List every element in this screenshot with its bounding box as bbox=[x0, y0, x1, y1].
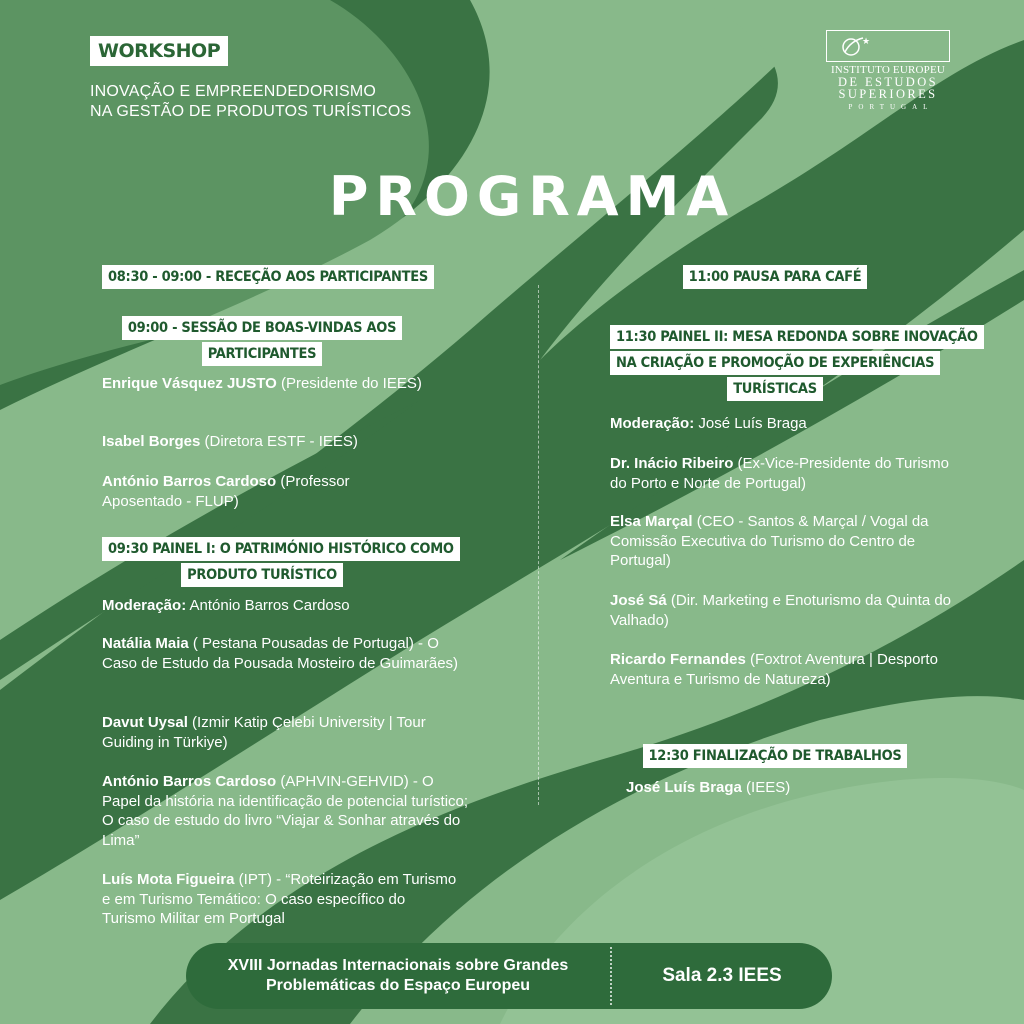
session-tag-line: NA CRIAÇÃO E PROMOÇÃO DE EXPERIÊNCIAS bbox=[610, 351, 940, 375]
laurel-star-icon bbox=[835, 32, 875, 60]
speaker-name: Elsa Marçal bbox=[610, 513, 693, 530]
speaker-name: José Luís Braga bbox=[626, 779, 742, 796]
event-footer bbox=[186, 943, 832, 1009]
speaker-name: António Barros Cardoso bbox=[102, 473, 277, 490]
speaker-entry bbox=[626, 778, 946, 798]
right-session-3 bbox=[610, 744, 940, 770]
speaker-entry bbox=[610, 650, 950, 689]
speaker-entry bbox=[102, 634, 467, 673]
speaker-description: ( Pestana Pousadas de Portugal) - O Caso de Estudo da Pousada Mosteiro de Guimarães) bbox=[102, 635, 459, 672]
page-title: PROGRAMA bbox=[328, 165, 736, 228]
speaker-description: (Ex-Vice-Presidente do Turismo do Porto e Norte de Portugal) bbox=[610, 455, 950, 492]
speaker-entry bbox=[610, 454, 965, 493]
session-tag: 08:30 - 09:00 - RECEÇÃO AOS PARTICIPANTES bbox=[102, 265, 434, 289]
speaker-description: (Diretora ESTF - IEES) bbox=[200, 433, 358, 450]
speaker-name: António Barros Cardoso bbox=[102, 773, 277, 790]
speaker-name: Davut Uysal bbox=[102, 714, 188, 731]
speaker-description: (Professor Aposentado - FLUP) bbox=[102, 473, 350, 510]
workshop-tag: WORKSHOP bbox=[90, 36, 228, 66]
event-name-line-1: XVIII Jornadas Internacionais sobre Grandes bbox=[227, 957, 569, 974]
speaker-description: (Izmir Katip Çelebi University | Tour Guiding in Türkiye) bbox=[102, 714, 426, 751]
logo-line-1: INSTITUTO EUROPEU bbox=[830, 64, 946, 76]
subtitle-line-1: INOVAÇÃO E EMPREENDEDORISMO bbox=[90, 83, 377, 100]
speaker-entry bbox=[610, 512, 955, 571]
moderator-entry bbox=[102, 596, 462, 616]
speaker-entry bbox=[102, 772, 474, 850]
moderator-name: António Barros Cardoso bbox=[186, 597, 350, 614]
session-tag: 11:00 PAUSA PARA CAFÉ bbox=[683, 265, 868, 289]
right-session-2 bbox=[610, 325, 978, 403]
speaker-name: Natália Maia bbox=[102, 635, 189, 652]
svg-text:★: ★ bbox=[862, 37, 871, 47]
speaker-description: (CEO - Santos & Marçal / Vogal da Comissão Executiva do Turismo do Centro de Portugal) bbox=[610, 513, 929, 570]
speaker-name: Enrique Vásquez JUSTO bbox=[102, 375, 277, 392]
logo-line-4: PORTUGAL bbox=[848, 103, 934, 111]
moderator-name: José Luís Braga bbox=[694, 415, 807, 432]
session-tag-line: 09:00 - SESSÃO DE BOAS-VINDAS AOS bbox=[122, 316, 402, 340]
column-divider bbox=[538, 285, 539, 805]
moderator-entry bbox=[610, 414, 970, 434]
subtitle-line-2: NA GESTÃO DE PRODUTOS TURÍSTICOS bbox=[90, 103, 412, 120]
left-session-3 bbox=[102, 537, 454, 589]
session-tag: 12:30 FINALIZAÇÃO DE TRABALHOS bbox=[643, 744, 908, 768]
speaker-description: (APHVIN-GEHVID) - O Papel da história na identificação de potencial turístico; O caso de estudo do livro “Viajar & Sonhar através do Lima” bbox=[102, 773, 469, 849]
speaker-name: José Sá bbox=[610, 592, 667, 609]
speaker-name: Ricardo Fernandes bbox=[610, 651, 746, 668]
institute-logo bbox=[826, 30, 950, 111]
speaker-description: (Dir. Marketing e Enoturismo da Quinta do Valhado) bbox=[610, 592, 952, 629]
logo-emblem-box bbox=[826, 30, 950, 62]
speaker-description: (Foxtrot Aventura | Desporto Aventura e Turismo de Natureza) bbox=[610, 651, 938, 688]
speaker-description: (Presidente do IEES) bbox=[276, 375, 422, 392]
left-session-2 bbox=[102, 316, 422, 368]
right-session-1 bbox=[610, 265, 940, 291]
moderator-label: Moderação: bbox=[610, 415, 695, 432]
session-tag-line: 09:30 PAINEL I: O PATRIMÓNIO HISTÓRICO COMO bbox=[102, 537, 460, 561]
speaker-description: (IEES) bbox=[741, 779, 791, 796]
speaker-entry bbox=[102, 713, 467, 752]
session-tag-line: PRODUTO TURÍSTICO bbox=[181, 563, 343, 587]
speaker-name: Dr. Inácio Ribeiro bbox=[610, 455, 734, 472]
moderator-label: Moderação: bbox=[102, 597, 187, 614]
logo-line-2: DE ESTUDOS bbox=[837, 75, 939, 89]
workshop-subtitle bbox=[90, 82, 411, 122]
event-room: Sala 2.3 IEES bbox=[662, 965, 782, 986]
session-tag-line: TURÍSTICAS bbox=[727, 377, 823, 401]
speaker-entry bbox=[102, 472, 422, 511]
speaker-entry bbox=[102, 432, 432, 452]
speaker-entry bbox=[102, 374, 422, 394]
left-session-1 bbox=[102, 265, 428, 291]
speaker-entry bbox=[610, 591, 955, 630]
logo-line-3: SUPERIORES bbox=[838, 87, 938, 101]
session-tag-line: PARTICIPANTES bbox=[202, 342, 322, 366]
speaker-entry bbox=[102, 870, 462, 929]
event-name bbox=[186, 943, 610, 1009]
speaker-name: Luís Mota Figueira bbox=[102, 871, 235, 888]
session-tag-line: 11:30 PAINEL II: MESA REDONDA SOBRE INOVAÇÃO bbox=[610, 325, 984, 349]
speaker-description: (IPT) - “Roteirização em Turismo e em Turismo Temático: O caso específico do Turismo Militar em Portugal bbox=[102, 871, 457, 928]
event-name-line-2: Problemáticas do Espaço Europeu bbox=[265, 977, 531, 994]
speaker-name: Isabel Borges bbox=[102, 433, 201, 450]
